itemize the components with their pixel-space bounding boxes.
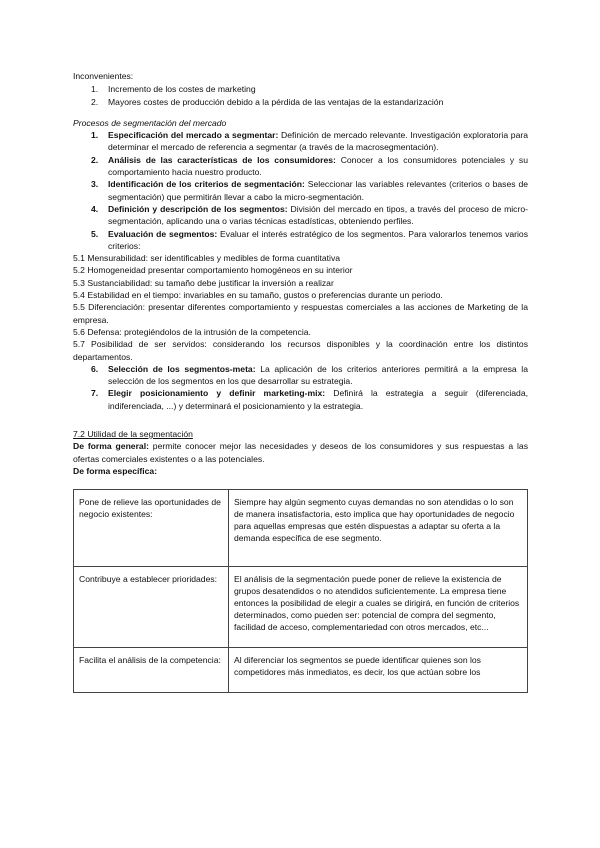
table-cell-right: Siempre hay algún segmento cuyas demandas no son atendidas o lo son de manera insatisfactoria, esto implica que hay oportunidades de negocio para aquellas empresas que estén dispuestas a adaptar su oferta a la demanda específica de ese segmento. [229, 490, 528, 567]
step-title: Definición y descripción de los segmentos: [108, 203, 288, 214]
general-text: permite conocer mejor las necesidades y deseos de los consumidores y sus respuestas a las ofertas comerciales existentes o a las potenciales. [73, 441, 528, 464]
criterios-list [73, 252, 528, 363]
step-title: Elegir posicionamiento y definir marketing-mix: [108, 388, 326, 399]
especifica-label: De forma específica: [73, 465, 158, 476]
criterio-item: 5.7 Posibilidad de ser servidos: considerando los recursos disponibles y la coordinación entre los distintos departamentos. [73, 339, 528, 362]
step-title: Identificación de los criterios de segmentación: [108, 179, 305, 190]
step-number: 2. [91, 154, 99, 165]
criterio-item: 5.1 Mensurabilidad: ser identificables y medibles de forma cuantitativa [73, 253, 341, 264]
utilidad-heading: 7.2 Utilidad de la segmentación [73, 429, 193, 440]
step-text: Definirá la estrategia a seguir (diferenciada, indiferenciada, ...) y determinará el posicionamiento y la estrategia. [108, 388, 529, 411]
utilidad-general [73, 440, 528, 465]
step-number: 3. [91, 179, 99, 190]
table-row [74, 490, 528, 567]
general-label: De forma general: [73, 441, 149, 452]
document-page [73, 70, 528, 693]
step-number: 6. [91, 363, 99, 374]
step-text: Conocer a los consumidores potenciales y su comportamiento hacia nuestro producto. [108, 154, 528, 178]
list-item [73, 83, 528, 95]
list-number: 2. [91, 96, 99, 107]
step-title: Evaluación de segmentos: [108, 228, 218, 239]
inconvenientes-list [73, 83, 528, 108]
step-title: Selección de los segmentos-meta: [108, 363, 256, 374]
criterio-item: 5.5 Diferenciación: presentar diferentes comportamiento y respuestas comerciales a las acciones de Marketing de la empresa. [73, 302, 528, 325]
utilidad-table [73, 489, 528, 693]
table-cell-left: Pone de relieve las oportunidades de negocio existentes: [74, 490, 229, 567]
list-text: Incremento de los costes de marketing [108, 84, 256, 95]
procesos-heading: Procesos de segmentación del mercado [73, 117, 227, 128]
criterio-item: 5.2 Homogeneidad presentar comportamiento homogéneos en su interior [73, 265, 353, 276]
step-number: 7. [91, 388, 99, 399]
step-item [73, 387, 528, 412]
table-cell-right: Al diferenciar los segmentos se puede identificar quienes son los competidores más inmediatos, es decir, los que actúan sobre los [229, 648, 528, 693]
step-item [73, 363, 528, 388]
list-number: 1. [91, 84, 99, 95]
step-text: Evaluar el interés estratégico de los segmentos. Para valorarlos tenemos varios criterios: [108, 228, 528, 251]
procesos-steps-2 [73, 363, 528, 412]
step-item [73, 203, 528, 228]
criterio-item: 5.4 Estabilidad en el tiempo: invariables en su tamaño, gustos o preferencias durante un periodo. [73, 290, 443, 301]
step-text: División del mercado en tipos, a través del proceso de micro-segmentación, aplicando una o varias técnicas estadísticas, obteniendo perfiles. [108, 203, 528, 227]
step-number: 1. [91, 130, 99, 141]
criterio-item: 5.3 Sustanciabilidad: su tamaño debe justificar la inversión a realizar [73, 277, 334, 288]
step-item [73, 178, 528, 203]
table-cell-left: Contribuye a establecer prioridades: [74, 567, 229, 648]
step-text: Seleccionar las variables relevantes (criterios o bases de segmentación) que permitirán llevar a cabo la micro-segmentación. [108, 179, 528, 202]
step-item [73, 129, 528, 154]
step-item [73, 154, 528, 179]
table-cell-right: El análisis de la segmentación puede poner de relieve la existencia de grupos desatendidos o no atendidos suficientemente. La empresa tiene entonces la posibilidad de elegir a cuales se dirigirá, en función de criterios determinados, como pueden ser: potencial de compra del segmento, facilidad de acceso, complementariedad con otros mercados, etc... [229, 567, 528, 648]
table-cell-left: Facilita el análisis de la competencia: [74, 648, 229, 693]
step-title: Análisis de las características de los consumidores: [108, 154, 336, 165]
list-item [73, 96, 528, 108]
step-item [73, 228, 528, 253]
step-text: La aplicación de los criterios anteriores permitirá a la empresa la selección de los segmentos en los que desarrollar su estrategia. [108, 363, 528, 387]
list-text: Mayores costes de producción debido a la pérdida de las ventajas de la estandarización [108, 96, 444, 107]
procesos-steps [73, 129, 528, 252]
table-row [74, 648, 528, 693]
inconvenientes-title: Inconvenientes: [73, 71, 134, 81]
table-row [74, 567, 528, 648]
step-number: 5. [91, 228, 99, 239]
step-text: Definición de mercado relevante. Investigación exploratoria para determinar el mercado de referencia a segmentar (a través de la macrosegmentación). [108, 130, 528, 153]
step-number: 4. [91, 203, 99, 214]
criterio-item: 5.6 Defensa: protegiéndolos de la intrusión de la competencia. [73, 326, 311, 337]
step-title: Especificación del mercado a segmentar: [108, 130, 279, 141]
